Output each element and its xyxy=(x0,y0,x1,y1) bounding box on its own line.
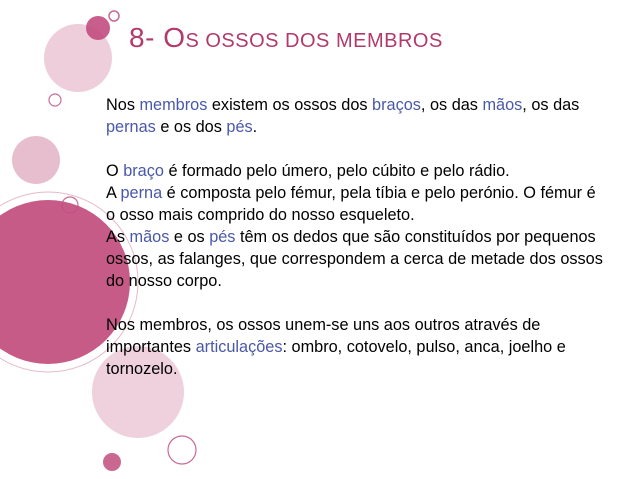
highlighted-term: pernas xyxy=(106,118,156,136)
paragraph-maos-pes xyxy=(106,226,606,292)
ring-top xyxy=(109,11,119,21)
text-segment: : ombro, cotovelo, pulso, anca, joelho e tornozelo. xyxy=(106,338,566,378)
ring-bottom xyxy=(168,436,196,464)
paragraph-gap xyxy=(106,292,606,314)
circle-top-small xyxy=(86,16,110,40)
text-segment: A xyxy=(106,184,121,202)
text-segment: As xyxy=(106,228,130,246)
highlighted-term: braços xyxy=(372,96,421,114)
text-segment: O xyxy=(106,162,124,180)
title-first-letter: O xyxy=(163,22,186,53)
text-segment: e os xyxy=(169,228,210,246)
text-segment: existem os ossos dos xyxy=(207,96,373,114)
text-segment: , os das xyxy=(522,96,580,114)
highlighted-term: braço xyxy=(123,162,164,180)
highlighted-term: perna xyxy=(120,184,163,202)
text-segment: é composta pelo fémur, pela tíbia e pelo perónio. O fémur é o osso mais comprido do nosso esqueleto. xyxy=(106,184,596,224)
title-number: 8- xyxy=(129,22,164,53)
paragraph-gap xyxy=(106,138,606,160)
circle-mid-light xyxy=(12,136,60,184)
title-rest: S OSSOS DOS MEMBROS xyxy=(185,30,443,52)
slide-title xyxy=(129,22,443,54)
text-segment: Nos membros, os ossos unem-se uns aos outros através de importantes xyxy=(106,316,541,356)
slide-body xyxy=(106,94,606,380)
highlighted-term: mãos xyxy=(482,96,523,114)
highlighted-term: articulações xyxy=(195,338,283,356)
text-segment: e os dos xyxy=(155,118,227,136)
ring-left-small xyxy=(49,94,61,106)
circle-bottom-small xyxy=(103,453,121,471)
text-segment: é formado pelo úmero, pelo cúbito e pelo rádio. xyxy=(163,162,510,180)
text-segment: . xyxy=(252,118,258,136)
text-segment: Nos xyxy=(106,96,140,114)
paragraph-intro xyxy=(106,94,606,138)
text-segment: têm os dedos que são constituídos por pequenos ossos, as falanges, que correspondem a cerca de metade dos ossos do nosso corpo. xyxy=(106,228,603,290)
paragraph-perna xyxy=(106,182,606,226)
highlighted-term: mãos xyxy=(129,228,170,246)
paragraph-braco xyxy=(106,160,606,182)
highlighted-term: pés xyxy=(226,118,253,136)
highlighted-term: pés xyxy=(209,228,236,246)
paragraph-articulacoes xyxy=(106,314,606,380)
text-segment: , os das xyxy=(420,96,483,114)
highlighted-term: membros xyxy=(139,96,208,114)
